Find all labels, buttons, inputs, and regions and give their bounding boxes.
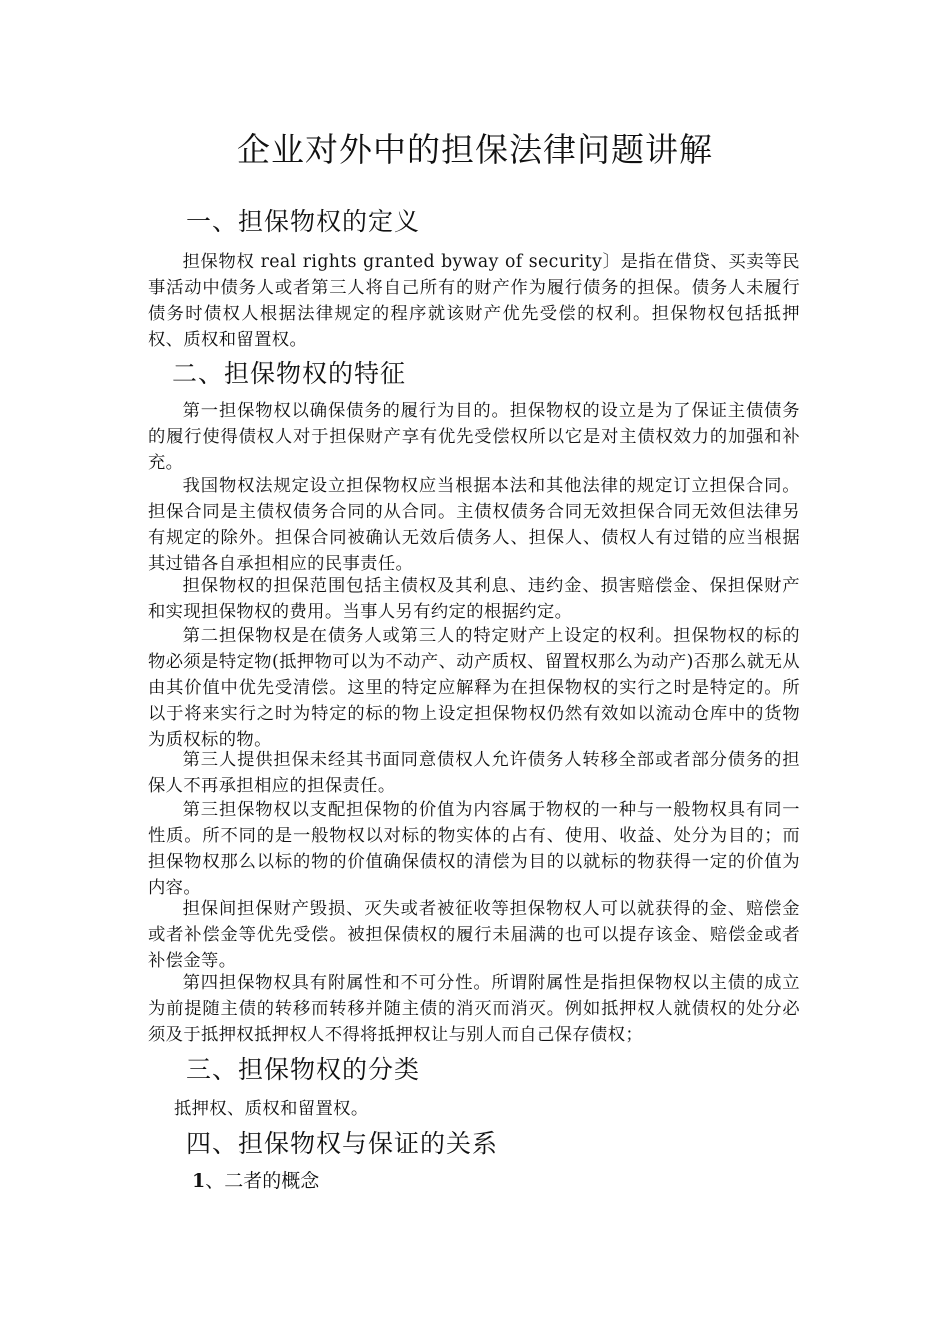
paragraph-third-party-guarantee: 第三人提供担保未经其书面同意债权人允许债务人转移全部或者部分债务的担保人不再承担相应的担保责任。	[148, 750, 800, 796]
paragraph-feature-first: 第一担保物权以确保债务的履行为目的。担保物权的设立是为了保证主债债务的履行使得债权人对于担保财产享有优先受偿权所以它是对主债权效力的加强和补充。	[148, 401, 800, 473]
section-heading-relation: 四、担保物权与保证的关系	[186, 1129, 499, 1158]
subheading-text: 、二者的概念	[205, 1170, 320, 1192]
section-heading-classification: 三、担保物权的分类	[186, 1055, 421, 1084]
document-title: 企业对外中的担保法律问题讲解	[237, 130, 713, 169]
paragraph-classification: 抵押权、质权和留置权。	[174, 1099, 369, 1119]
paragraph-feature-third: 第三担保物权以支配担保物的价值为内容属于物权的一种与一般物权具有同一性质。所不同的是一般物权以对标的物实体的占有、使用、收益、处分为目的；而担保物权那么以标的物的价值确保债权的清偿为目的以就标的物获得一定的价值为内容。	[148, 800, 800, 898]
section-heading-definition: 一、担保物权的定义	[186, 207, 421, 236]
subheading-number: 1	[192, 1170, 206, 1192]
paragraph-feature-fourth: 第四担保物权具有附属性和不可分性。所谓附属性是指担保物权以主债的成立为前提随主债的转移而转移并随主债的消灭而消灭。例如抵押权人就债权的处分必须及于抵押权抵押权人不得将抵押权让与别人而自己保存债权；	[148, 973, 800, 1045]
paragraph-definition: 担保物权 real rights granted byway of security〕是指在借贷、买卖等民事活动中债务人或者第三人将自己所有的财产作为履行债务的担保。债务人未履行债务时债权人根据法律规定的程序就该财产优先受偿的权利。担保物权包括抵押权、质权和留置权。	[148, 252, 800, 350]
section-heading-features: 二、担保物权的特征	[172, 359, 407, 388]
paragraph-guarantee-scope: 担保物权的担保范围包括主债权及其利息、违约金、损害赔偿金、保担保财产和实现担保物权的费用。当事人另有约定的根据约定。	[148, 576, 800, 622]
paragraph-feature-second: 第二担保物权是在债务人或第三人的特定财产上设定的权利。担保物权的标的物必须是特定物(抵押物可以为不动产、动产质权、留置权那么为动产)否那么就无从由其价值中优先受清偿。这里的特定应解释为在担保物权的实行之时是特定的。所以于将来实行之时为特定的标的物上设定担保物权仍然有效如以流动仓库中的货物为质权标的物。	[148, 626, 800, 750]
paragraph-guarantee-contract: 我国物权法规定设立担保物权应当根据本法和其他法律的规定订立担保合同。担保合同是主债权债务合同的从合同。主债权债务合同无效担保合同无效但法律另有规定的除外。担保合同被确认无效后债务人、担保人、债权人有过错的应当根据其过错各自承担相应的民事责任。	[148, 476, 800, 574]
subheading-concepts	[192, 1167, 319, 1195]
paragraph-property-damage: 担保间担保财产毁损、灭失或者被征收等担保物权人可以就获得的金、赔偿金或者补偿金等优先受偿。被担保债权的履行未届满的也可以提存该金、赔偿金或者补偿金等。	[148, 899, 800, 971]
